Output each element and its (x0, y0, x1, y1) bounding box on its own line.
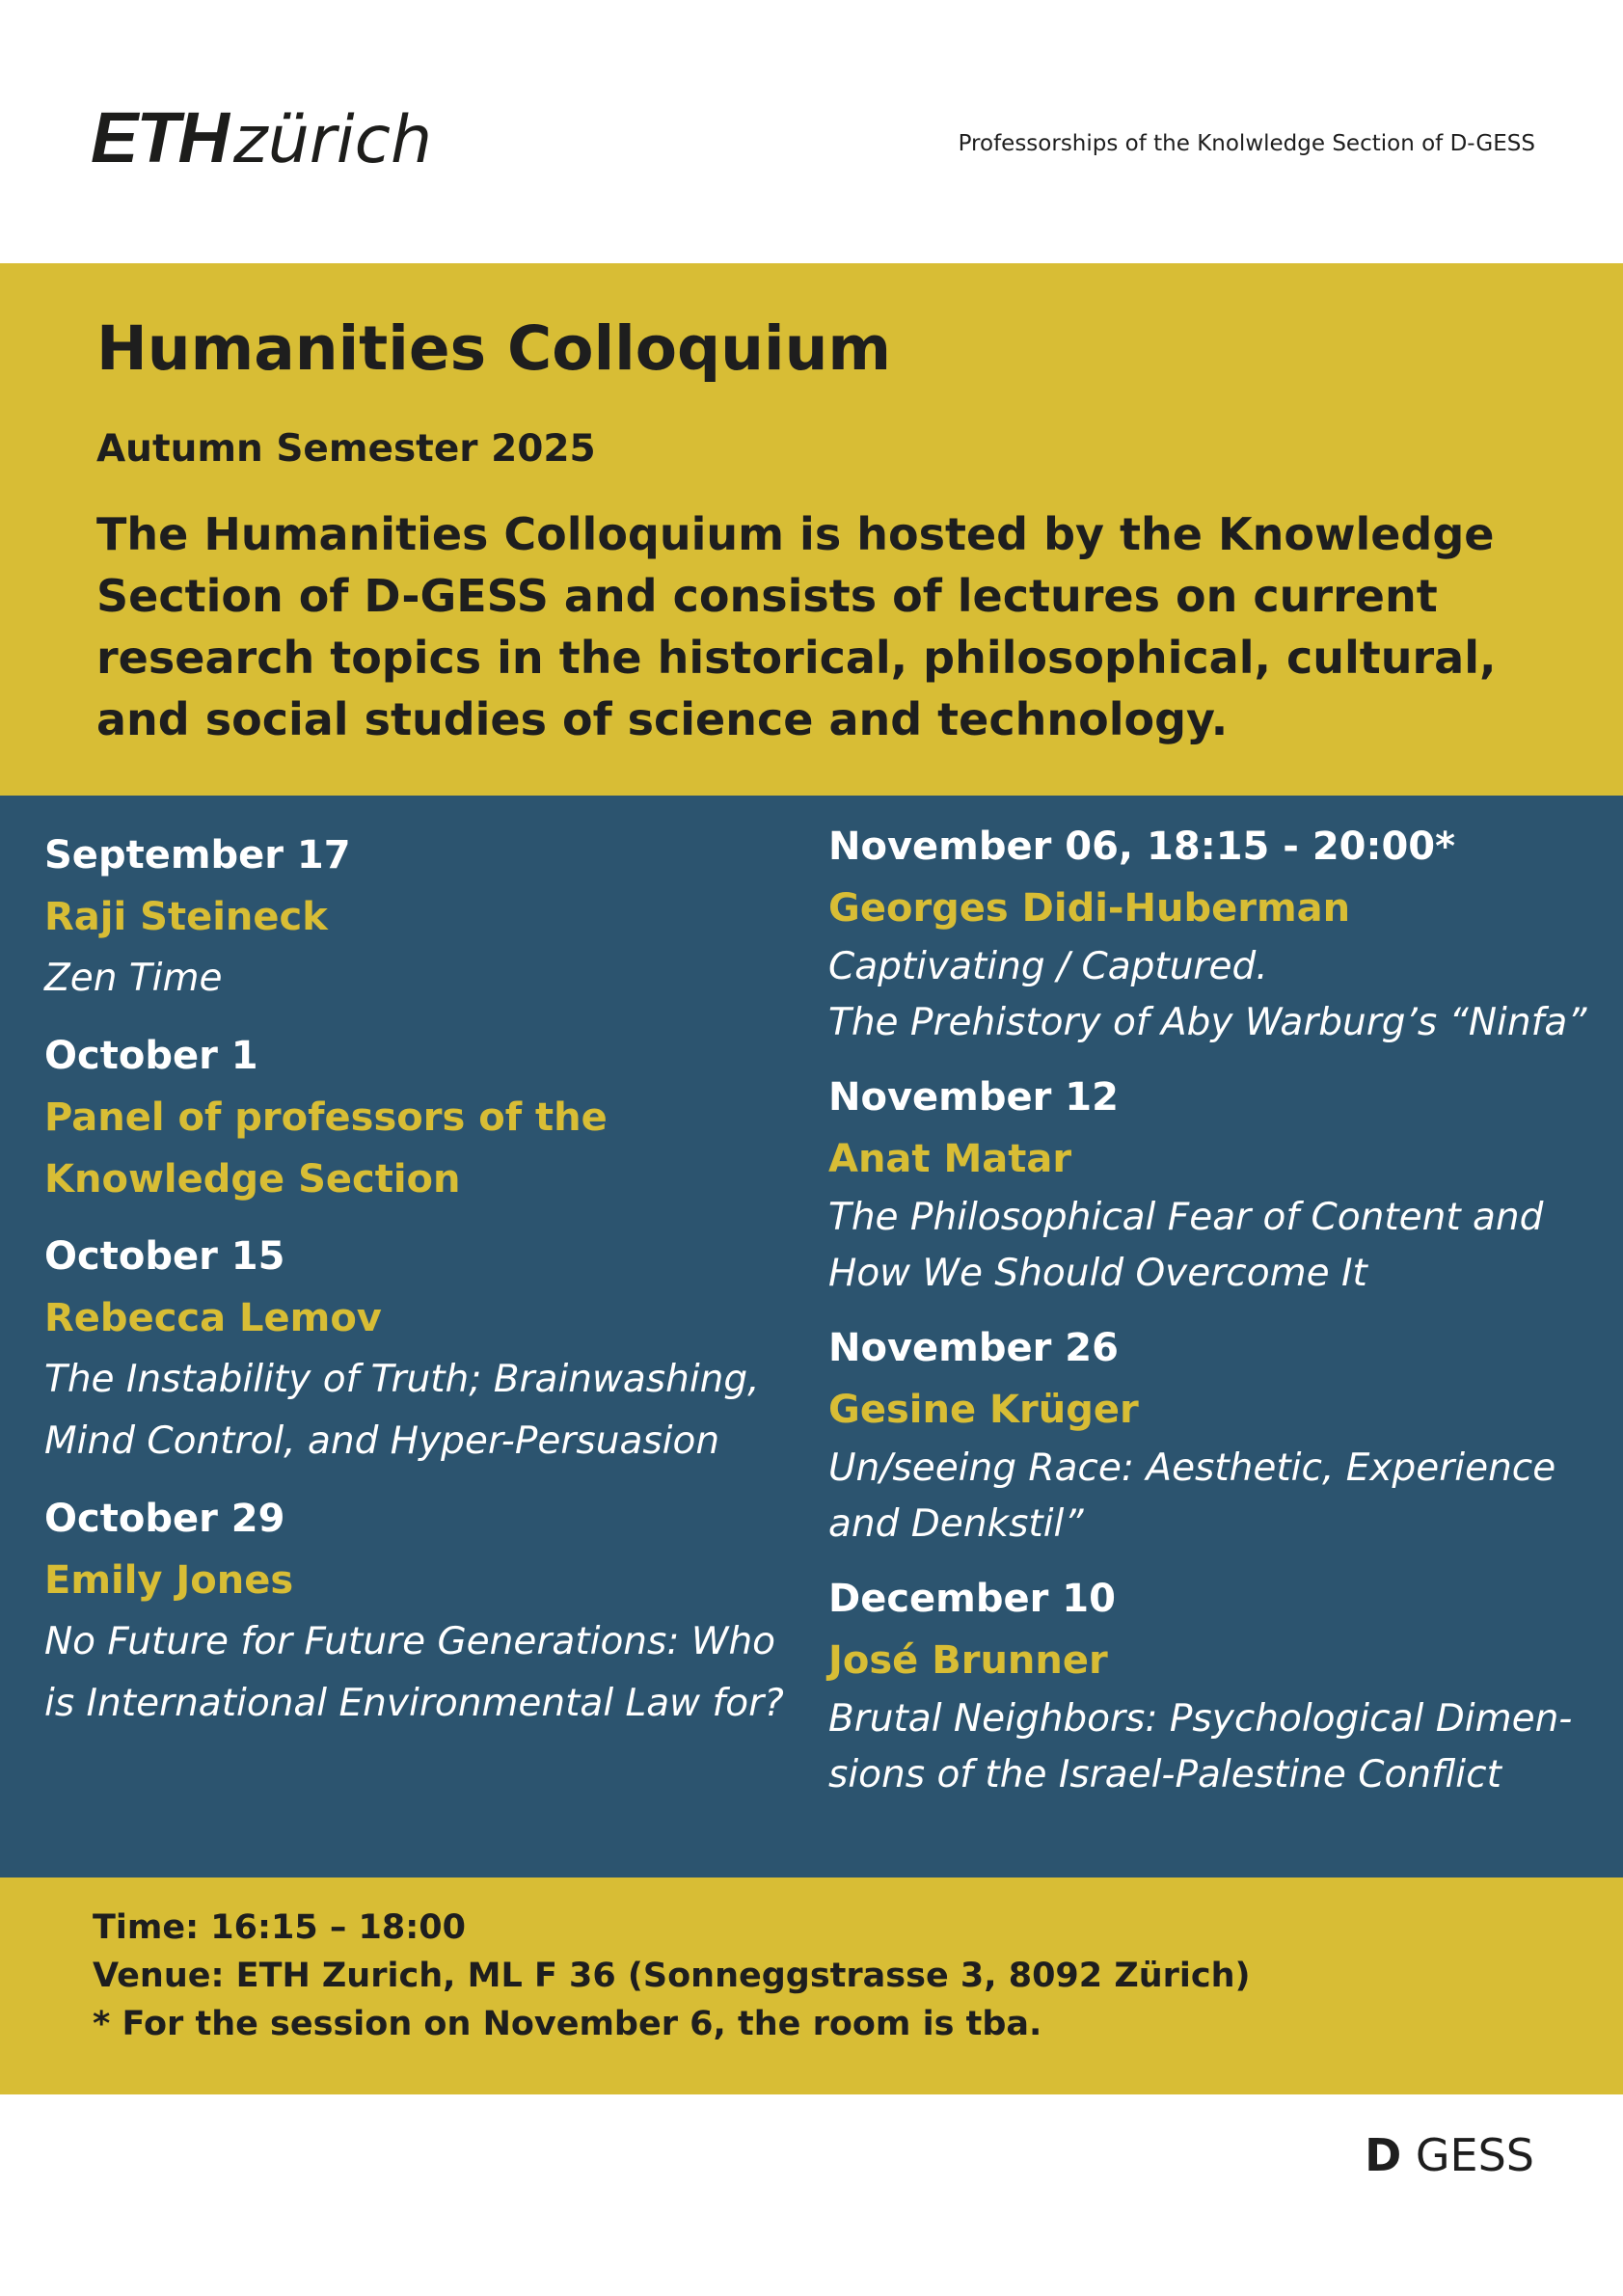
event-item (828, 1568, 1600, 1803)
schedule-column-left (44, 824, 816, 1750)
event-info (93, 1904, 1251, 2048)
event-talk-title: The Instability of Truth; Brainwashing, Mind Control, and Hyper-Persuasion (44, 1358, 760, 1463)
event-date: October 1 (44, 1034, 258, 1078)
event-item (828, 816, 1600, 1051)
event-talk-title: Un/seeing Race: Aesthetic, Experience and Denkstil” (828, 1446, 1556, 1546)
event-talk-title: Zen Time (44, 957, 223, 1000)
eth-zurich-logo (91, 96, 433, 178)
event-talk-title: Brutal Neighbors: Psychological Dimen- sions of the Israel-Palestine Conflict (828, 1697, 1573, 1796)
event-speaker: Emily Jones (44, 1558, 294, 1603)
event-speaker: Raji Steineck (44, 895, 328, 939)
logo-zurich-text: zürich (233, 102, 433, 178)
event-date: November 26 (828, 1326, 1119, 1370)
event-speaker: Gesine Krüger (828, 1388, 1139, 1432)
info-time: Time: 16:15 – 18:00 (93, 1908, 466, 1947)
event-item (44, 1488, 816, 1735)
event-date: November 06, 18:15 - 20:00* (828, 824, 1456, 869)
event-item (44, 824, 816, 1010)
event-item (44, 1226, 816, 1472)
event-speaker: Rebecca Lemov (44, 1296, 382, 1340)
event-item (44, 1025, 816, 1210)
event-speaker: Panel of professors of the Knowledge Section (44, 1095, 608, 1202)
event-item (828, 1067, 1600, 1302)
event-speaker: Georges Didi-Huberman (828, 886, 1351, 931)
event-talk-title: No Future for Future Generations: Who is International Environmental Law for? (44, 1620, 784, 1725)
page-title: Humanities Colloquium (96, 313, 892, 384)
logo-eth-text: ETH (91, 97, 228, 177)
event-date: October 15 (44, 1234, 285, 1279)
event-date: December 10 (828, 1577, 1116, 1621)
schedule-column-right (828, 816, 1600, 1819)
event-item (828, 1317, 1600, 1553)
dgess-logo-d: D (1365, 2129, 1402, 2181)
event-talk-title: The Philosophical Fear of Content and How We Should Overcome It (828, 1196, 1544, 1295)
intro-description: The Humanities Colloquium is hosted by the Knowledge Section of D-GESS and consists of lectures on current research topics in the historical, philosophical, cultural, and social studies of science and technology. (96, 508, 1497, 745)
info-venue: Venue: ETH Zurich, ML F 36 (Sonneggstrasse 3, 8092 Zürich) (93, 1957, 1251, 1995)
event-speaker: Anat Matar (828, 1137, 1072, 1181)
event-talk-title: Captivating / Captured. The Prehistory of Aby Warburg’s “Ninfa” (828, 945, 1587, 1044)
dgess-logo (1365, 2129, 1534, 2181)
info-note: * For the session on November 6, the room is tba. (93, 2005, 1042, 2043)
semester-label: Autumn Semester 2025 (96, 427, 596, 471)
header-subtitle: Professorships of the Knolwledge Section of D-GESS (958, 131, 1535, 156)
event-date: November 12 (828, 1075, 1119, 1120)
dgess-logo-gess: GESS (1415, 2129, 1534, 2181)
event-date: September 17 (44, 833, 351, 878)
event-speaker: José Brunner (828, 1638, 1108, 1683)
event-date: October 29 (44, 1497, 285, 1541)
